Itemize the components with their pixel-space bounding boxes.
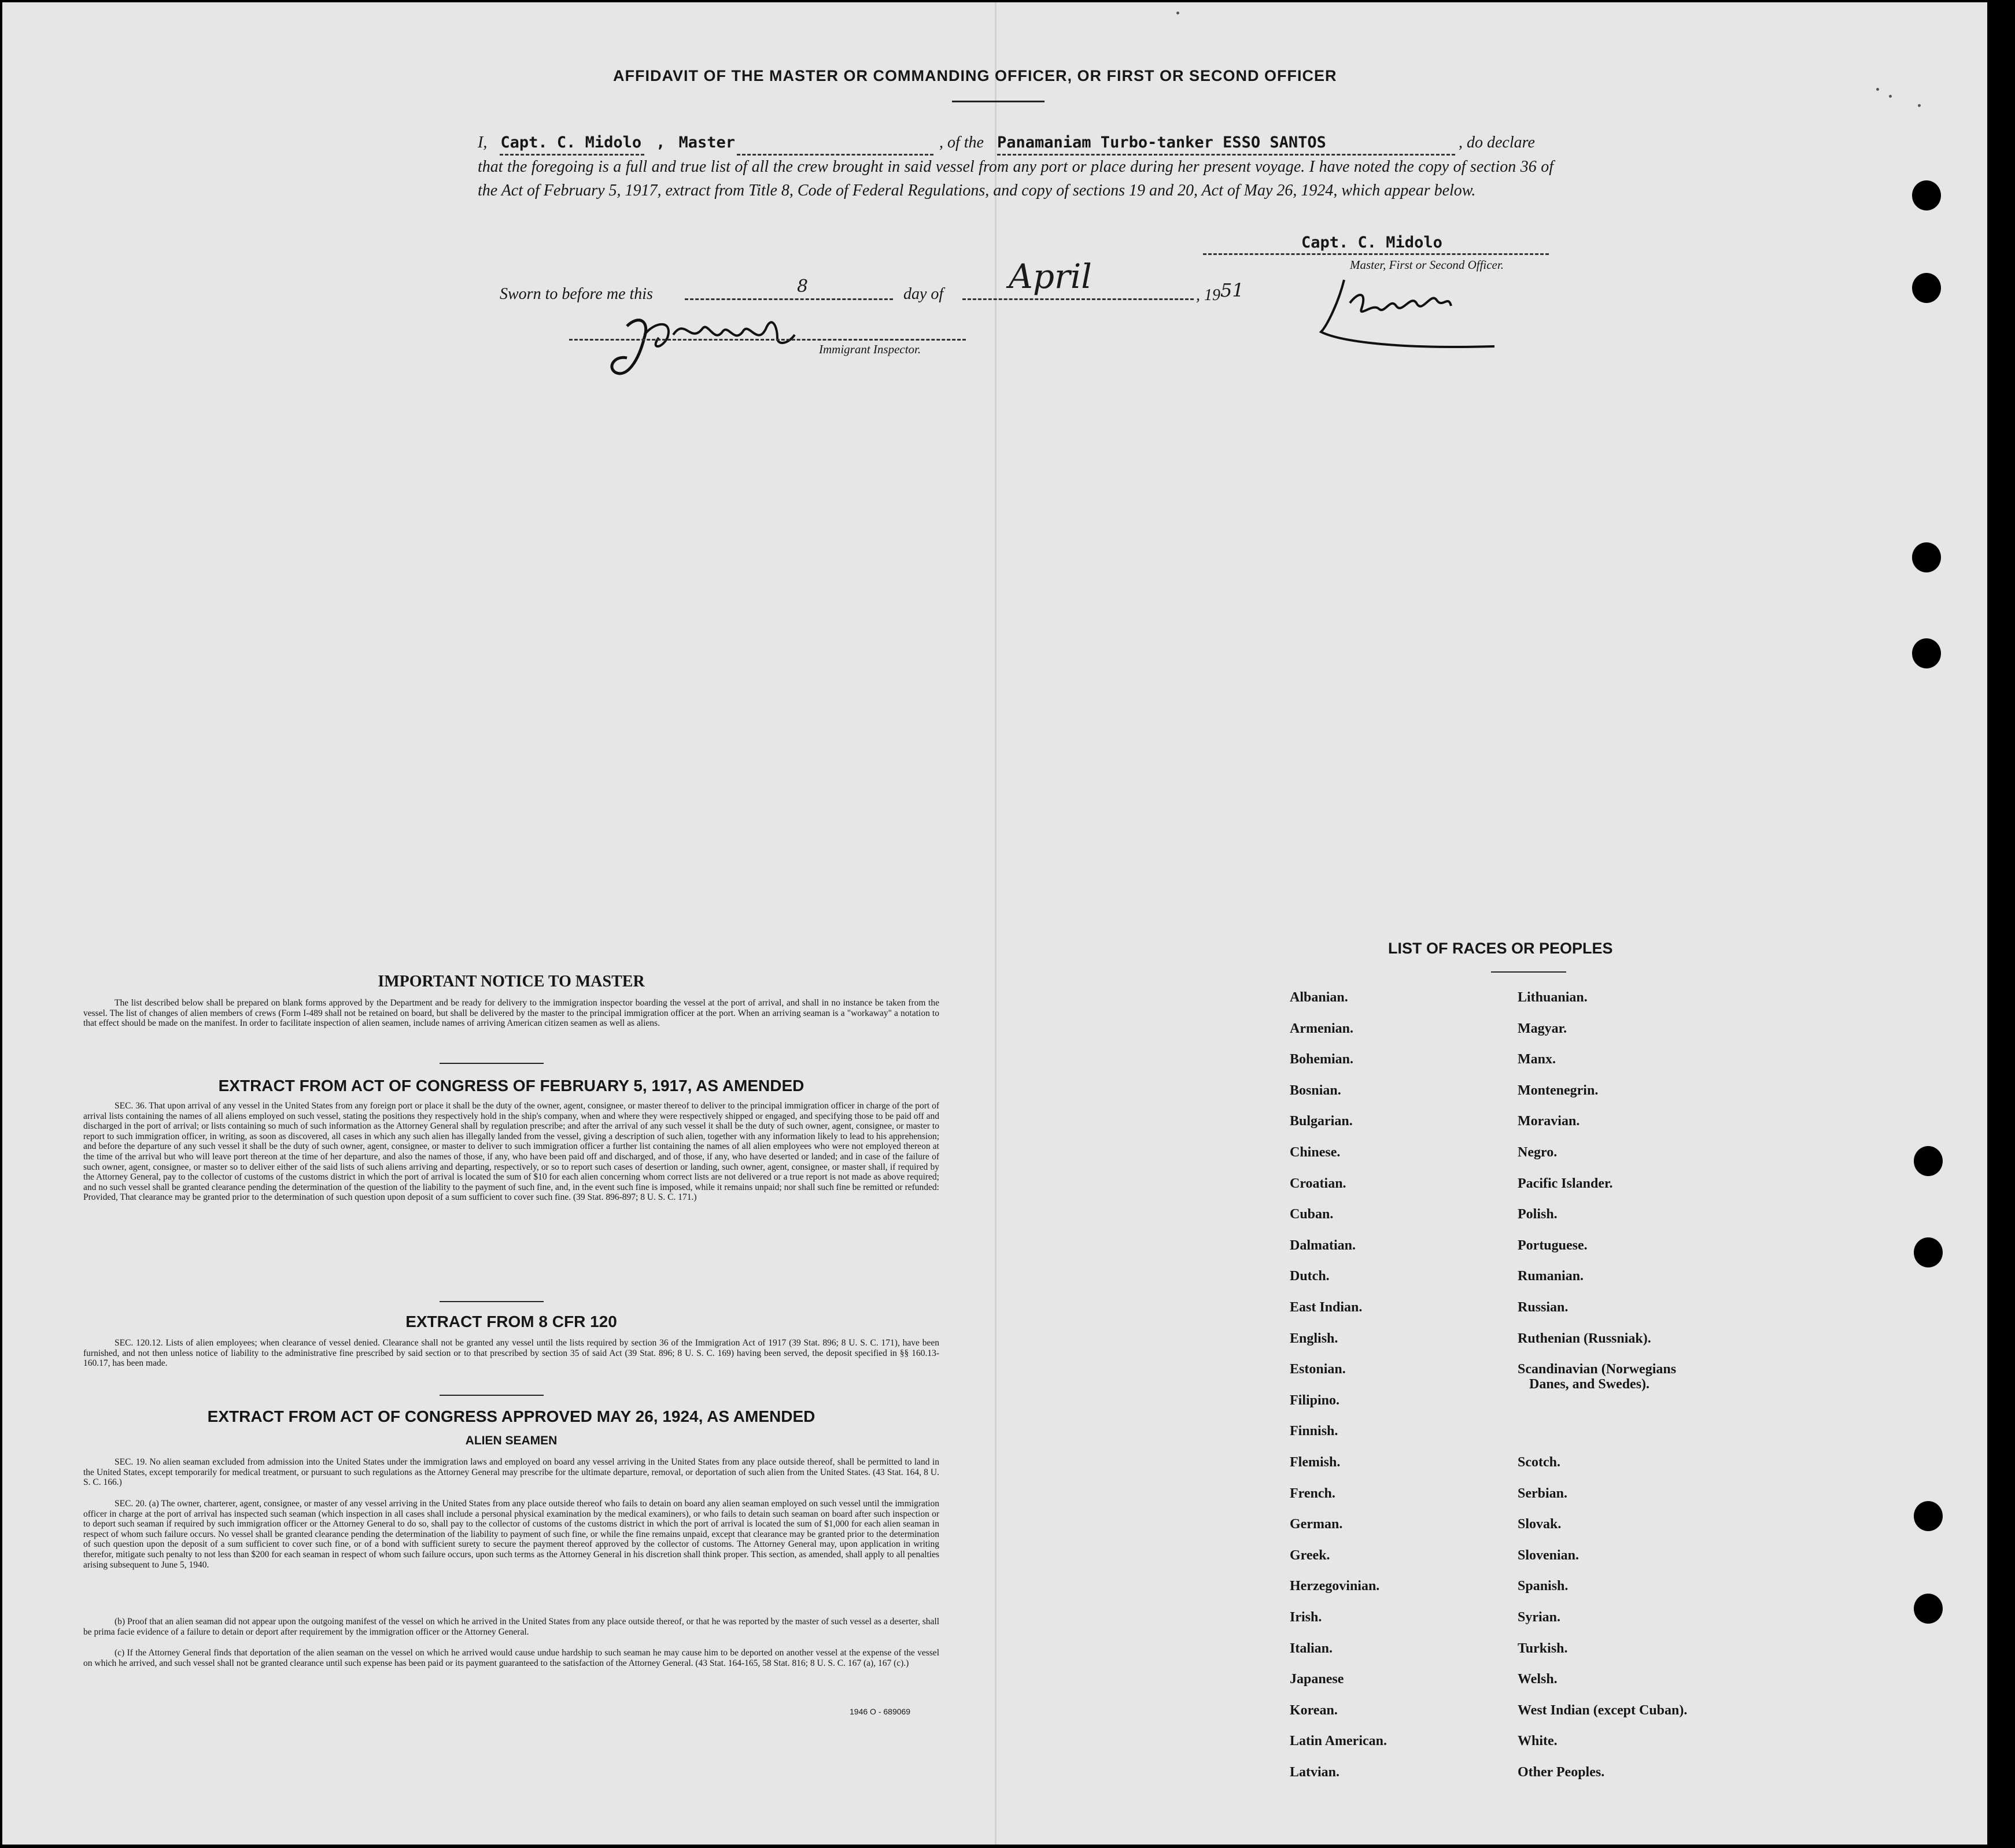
title-rule [952, 101, 1045, 102]
notice-title: IMPORTANT NOTICE TO MASTER [378, 973, 645, 990]
vessel-field: Panamaniam Turbo-tanker ESSO SANTOS [997, 134, 1326, 151]
extract-1917-title: EXTRACT FROM ACT OF CONGRESS OF FEBRUARY 5, 1917, AS AMENDED [218, 1077, 804, 1095]
sec-20a-text: SEC. 20. (a) The owner, charterer, agent, consignee, or master of any vessel arriving in the United States from any place outside thereof who fails to detain on board any alien seaman employed on such vessel until the immigration officer in charge at the port of arrival has inspected such seaman (which inspection in all cases shall include a personal physical examination by the medical examiners), or who fails to detain such seaman on board after such inspection or to deport such seaman if required by such immigration officer or the Attorney General to do so, shall pay to the collector of customs of the customs district in which the port of arrival is located the sum of $1,000 for each alien seaman in respect of whom such failure occurs. No vessel shall be granted clearance pending the determination of the liability to payment of such fine, or while the fine remains unpaid, except that clearance may be granted prior to the determination of such question upon the deposit of a sum sufficient to cover such fine, or of a bond with sufficient surety to secure the payment thereof approved by the collector of customs. The Attorney General may, upon application in writing therefor, mitigate such penalty to not less than $200 for each seaman in respect of whom such failure occurs, upon such terms as the Attorney General in his discretion shall think proper. This section, as amended, shall apply to all penalties arising subsequent to June 5, 1940. [83, 1499, 939, 1570]
inspector-underline [569, 339, 966, 341]
race-item: Pacific Islander. [1518, 1176, 1613, 1191]
race-item: East Indian. [1290, 1300, 1363, 1315]
punch-hole-3 [1912, 542, 1941, 572]
master-name-field: Capt. C. Midolo [500, 134, 642, 151]
race-item: Scandinavian (Norwegians [1518, 1362, 1677, 1377]
race-item: Magyar. [1518, 1021, 1567, 1036]
punch-hole-2 [1912, 273, 1941, 303]
race-item: White. [1518, 1734, 1558, 1749]
race-item: Chinese. [1290, 1145, 1341, 1160]
print-code: 1946 O - 689069 [850, 1707, 911, 1716]
inspector-caption: Immigrant Inspector. [819, 342, 921, 356]
race-item: German. [1290, 1517, 1343, 1532]
race-item: French. [1290, 1485, 1335, 1501]
year-field: 51 [1220, 279, 1244, 301]
month-underline [962, 298, 1194, 300]
race-item: Flemish. [1290, 1455, 1341, 1470]
race-item: Polish. [1518, 1207, 1558, 1222]
race-item: Cuban. [1290, 1207, 1334, 1222]
race-item: Serbian. [1518, 1485, 1568, 1501]
race-item: Scotch. [1518, 1455, 1560, 1470]
race-item: Albanian. [1290, 990, 1348, 1005]
race-item: Bohemian. [1290, 1052, 1354, 1067]
day-field: 8 [797, 276, 809, 297]
fold-line [995, 2, 997, 1845]
race-item: Bosnian. [1290, 1082, 1341, 1098]
dust-speck [1176, 12, 1179, 14]
typed-signatory: Capt. C. Midolo [1301, 234, 1442, 252]
race-item: Italian. [1290, 1640, 1333, 1656]
race-item: Latin American. [1290, 1734, 1387, 1749]
race-item: Lithuanian. [1518, 990, 1588, 1005]
race-item: West Indian (except Cuban). [1518, 1702, 1688, 1718]
race-item: Ruthenian (Russniak). [1518, 1330, 1651, 1346]
race-item: Spanish. [1518, 1579, 1569, 1594]
punch-hole-6 [1914, 1237, 1943, 1267]
race-item: Greek. [1290, 1547, 1330, 1563]
name-separator: , [656, 134, 666, 151]
race-item: Korean. [1290, 1702, 1338, 1718]
race-item: Welsh. [1518, 1672, 1558, 1687]
races-title-rule [1491, 971, 1566, 973]
declaration-text: that the foregoing is a full and true list of all the crew brought in said vessel from any port or place during her present voyage. I have noted the copy of section 36 of the Act of February 5, 1917, extract from Title 8, Code of Federal Regulations, and copy of sections 19 and 20, Act of May 26, 1924, which appear below. [478, 158, 1553, 199]
dust-speck [1876, 88, 1879, 91]
punch-hole-7 [1914, 1501, 1943, 1531]
race-item: Slovak. [1518, 1517, 1562, 1532]
race-item: Dalmatian. [1290, 1237, 1356, 1253]
month-field: April [1009, 257, 1092, 296]
race-item: Russian. [1518, 1300, 1569, 1315]
divider-3 [440, 1395, 544, 1396]
punch-hole-5 [1914, 1146, 1943, 1176]
divider-2 [440, 1301, 544, 1302]
race-item: Portuguese. [1518, 1237, 1588, 1253]
rank-field: Master [678, 134, 735, 151]
race-item: Irish. [1290, 1610, 1322, 1625]
sec-20c-text: (c) If the Attorney General finds that deportation of the alien seaman on the vessel on which he arrived would cause undue hardship to such seaman he may cause him to be deported on another vessel at the expense of the vessel on which he arrived, and such vessel shall not be granted clearance until such expense has been paid or its payment guaranteed to the satisfaction of the Attorney General. (43 Stat. 164-165, 58 Stat. 816; 8 U. S. C. 167 (a), 167 (c).) [83, 1648, 939, 1668]
extract-1924-subtitle: ALIEN SEAMEN [465, 1434, 558, 1447]
race-item: Bulgarian. [1290, 1114, 1353, 1129]
race-item: Other Peoples. [1518, 1765, 1605, 1780]
race-item: Slovenian. [1518, 1547, 1579, 1563]
races-title: LIST OF RACES OR PEOPLES [1388, 940, 1613, 957]
race-item: Japanese [1290, 1672, 1344, 1687]
race-item: Filipino. [1290, 1392, 1340, 1408]
race-item: Danes, and Swedes). [1529, 1377, 1650, 1392]
extract-cfr-text: SEC. 120.12. Lists of alien employees; when clearance of vessel denied. Clearance shall not be granted any vessel until the lists required by section 36 of the Immigration Act of 1917 (39 Stat. 896; 8 U. S. C. 171), have been furnished, and not then unless notice of liability to the administrative fine prescribed by said section or to that prescribed by section 35 of said Act (39 Stat. 896; 8 U. S. C. 169) having been served, the deposit specified in §§ 160.13-160.17, has been made. [83, 1338, 939, 1369]
declare-label: , do declare [1459, 134, 1535, 151]
year-label: , 1951 [1196, 279, 1244, 304]
race-item: Moravian. [1518, 1114, 1580, 1129]
i-label: I, [478, 134, 488, 151]
master-signature [1304, 263, 1512, 361]
race-item: Turkish. [1518, 1640, 1568, 1656]
race-item: Manx. [1518, 1052, 1556, 1067]
race-item: Dutch. [1290, 1269, 1330, 1284]
day-of-label: day of [903, 285, 944, 303]
race-item: Finnish. [1290, 1424, 1338, 1439]
punch-hole-8 [1914, 1594, 1943, 1624]
vessel-line [997, 131, 1460, 154]
signatory-underline [1203, 253, 1549, 255]
signatory-caption: Master, First or Second Officer. [1350, 258, 1504, 272]
punch-hole-1 [1912, 180, 1941, 210]
race-item: English. [1290, 1330, 1338, 1346]
divider-1 [440, 1063, 544, 1064]
race-item: Latvian. [1290, 1765, 1340, 1780]
race-item: Estonian. [1290, 1362, 1346, 1377]
race-item: Negro. [1518, 1145, 1558, 1160]
dust-speck [1889, 95, 1892, 98]
sec-20b-text: (b) Proof that an alien seaman did not appear upon the outgoing manifest of the vessel on which he arrived in the United States from any place outside thereof, or that he was reported by the master of such vessel as a deserter, shall be prima facie evidence of a failure to detain or deport after requirement by the immigration officer or the Attorney General. [83, 1617, 939, 1637]
extract-1917-text: SEC. 36. That upon arrival of any vessel in the United States from any foreign port or place it shall be the duty of the owner, agent, consignee, or master thereof to deliver to the principal immigration officer in charge of the port of arrival lists containing the names of all aliens employed on such vessel, stating the positions they respectively hold in the ship's company, when and where they were respectively shipped or engaged, and specifying those to be paid off and discharged in the port of arrival; or lists containing so much of such information as the Attorney General shall by regulation prescribe; and after the arrival of any such vessel it shall be the duty of such owner, agent, consignee, or master to report to such immigration officer, in writing, as soon as discovered, all cases in which any such alien has illegally landed from the vessel, giving a description of such alien, together with any information likely to lead to his apprehension; and before the departure of any such vessel it shall be the duty of such owner, agent, consignee, or master to deliver to such immigration officer a further list containing the names of all alien employees who were not employed thereon at the time of the arrival but who will leave port thereon at the time of her departure, and also the names of those, if any, who have been paid off and discharged, and of those, if any, who have deserted or landed; and in case of the failure of such owner, agent, consignee, or master so to deliver either of the said lists of such aliens arriving and departing, respectively, or so to report such cases of desertion or landing, such owner, agent, consignee, or master shall, if required by the Attorney General, pay to the collector of customs of the customs district in which the port of arrival is located the sum of $10 for each alien concerning whom correct lists are not delivered or a true report is not made as above required; and no such vessel shall be granted clearance pending the determination of the question of the liability to the payment of such fine, and, in the event such fine is imposed, while it remains unpaid; nor shall such fine be remitted or refunded: Provided, That clearance may be granted prior to the determination of such question upon deposit of a sum sufficient to cover such fine. (39 Stat. 896-897; 8 U. S. C. 171.) [83, 1101, 939, 1203]
race-item: Armenian. [1290, 1021, 1353, 1036]
dust-speck [1918, 104, 1921, 107]
extract-cfr-title: EXTRACT FROM 8 CFR 120 [405, 1313, 617, 1330]
of-the-label: , of the [939, 134, 984, 151]
race-item: Syrian. [1518, 1610, 1561, 1625]
affidavit-title: AFFIDAVIT OF THE MASTER OR COMMANDING OFFICER, OR FIRST OR SECOND OFFICER [613, 67, 1337, 84]
day-underline [685, 298, 893, 300]
punch-hole-4 [1912, 638, 1941, 668]
race-item: Rumanian. [1518, 1269, 1584, 1284]
notice-text: The list described below shall be prepared on blank forms approved by the Department and be ready for delivery to the immigration inspector boarding the vessel at the port of arrival, and shall in no instance be taken from the vessel. The list of changes of alien members of crews (Form I-489 shall not be retained on board, but shall be delivered by the master to the principal immigration officer at the port. When an arriving seaman is a "workaway" a notation to that effect should be made on the manifest. In order to facilitate inspection of alien seamen, include names of arriving American citizen seamen as well as aliens. [83, 998, 939, 1029]
extract-1924-title: EXTRACT FROM ACT OF CONGRESS APPROVED MAY 26, 1924, AS AMENDED [207, 1407, 815, 1425]
inspector-signature [604, 303, 824, 390]
form-page [2, 2, 1987, 1845]
sworn-label: Sworn to before me this [500, 285, 653, 303]
sec-19-text: SEC. 19. No alien seaman excluded from admission into the United States under the immigration laws and employed on board any vessel arriving in the United States from any place outside thereof, shall be permitted to land in the United States, except temporarily for medical treatment, or pursuant to such regulations as the Attorney General may prescribe for the ultimate departure, removal, or deportation of such alien from the United States. (43 Stat. 164, 8 U. S. C. 166.) [83, 1457, 939, 1488]
race-item: Montenegrin. [1518, 1082, 1599, 1098]
race-item: Croatian. [1290, 1176, 1346, 1191]
race-item: Herzegovinian. [1290, 1579, 1380, 1594]
